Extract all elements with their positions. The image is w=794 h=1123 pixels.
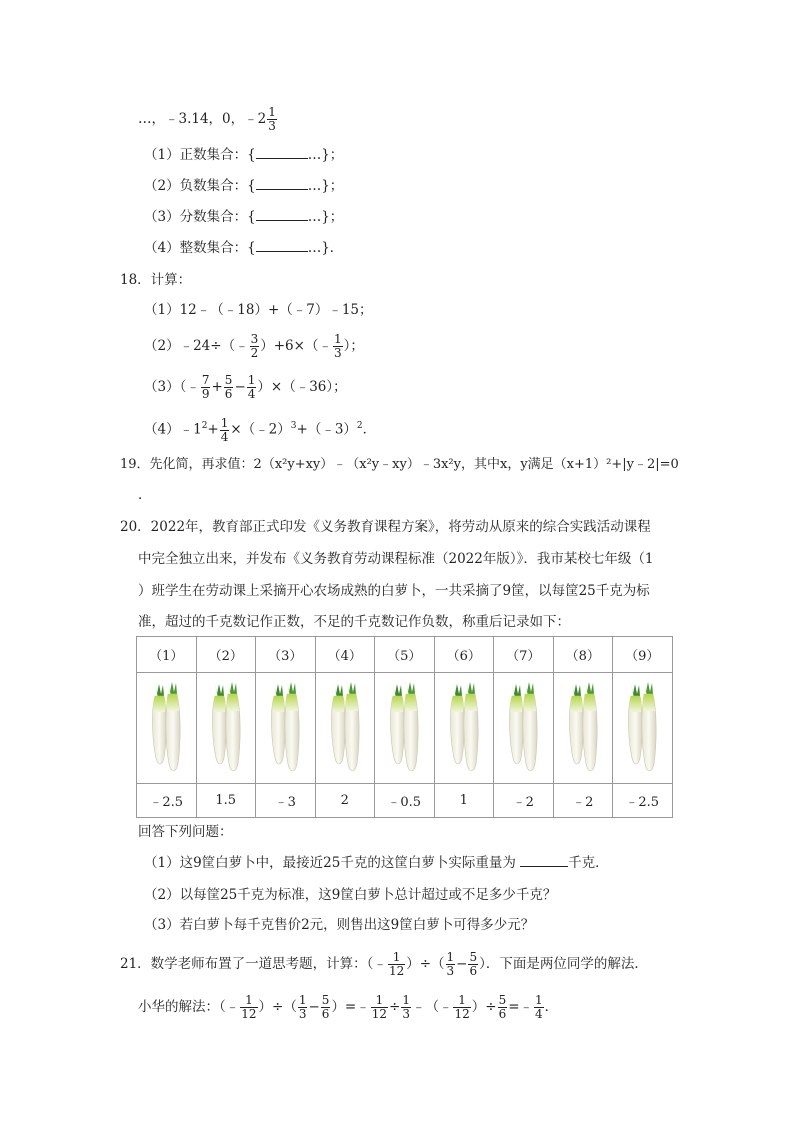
item-suffix: …}． <box>307 240 344 256</box>
frac-denominator: 4 <box>220 429 229 444</box>
q20-line3: ）班学生在劳动课上采摘开心农场成熟的白萝卜，一共采摘了9筐，以每筐25千克为标 <box>138 583 650 599</box>
expr-text: ． <box>544 999 559 1015</box>
fraction <box>201 374 211 401</box>
header-cell: （7） <box>494 637 554 673</box>
frac-denominator: 6 <box>224 387 233 401</box>
expr-text: ． <box>362 421 377 438</box>
expr-text: − <box>308 999 320 1015</box>
expr-text: ）÷（ <box>406 956 445 972</box>
radish-weight-table <box>136 636 673 818</box>
frac-denominator: 9 <box>201 387 210 401</box>
fraction <box>224 374 234 401</box>
frac-denominator: 3 <box>268 119 276 133</box>
fraction <box>371 994 388 1021</box>
header-cell: （9） <box>613 637 673 673</box>
frac-denominator: 2 <box>250 346 259 360</box>
table-picture-row <box>137 673 673 784</box>
frac-numerator: 7 <box>201 373 210 387</box>
expr-text: ）÷ <box>471 999 497 1015</box>
item-label: （1）正数集合：{ <box>144 147 256 163</box>
frac-denominator: 3 <box>298 1007 307 1021</box>
radish-image <box>444 680 484 776</box>
value-cell: ﹣2.5 <box>613 784 673 818</box>
expr-text: ÷ <box>389 999 401 1015</box>
expr-text: + <box>207 421 219 438</box>
frac-denominator: 6 <box>469 964 478 978</box>
header-cell: （5） <box>375 637 435 673</box>
q21-line2 <box>138 994 558 1021</box>
table-value-row <box>137 784 673 818</box>
exponent: 2 <box>356 421 363 431</box>
radish-image <box>622 680 662 776</box>
q17-item-integer <box>144 238 343 258</box>
answer-blank[interactable] <box>520 854 568 867</box>
expr-text: − <box>456 956 468 972</box>
frac-numerator: 1 <box>247 373 256 387</box>
frac-denominator: 12 <box>371 1007 388 1021</box>
value-cell: ﹣2 <box>553 784 613 818</box>
radish-cell <box>553 673 613 784</box>
q19-line2: ． <box>138 487 152 503</box>
fraction <box>534 994 544 1021</box>
q20-answer-intro: 回答下列问题： <box>138 824 233 840</box>
frac-numerator: 1 <box>535 993 543 1007</box>
expr-text: （4）﹣1 <box>144 421 202 438</box>
frac-denominator: 6 <box>498 1007 507 1021</box>
expr-text: ）=﹣ <box>331 999 370 1015</box>
answer-blank[interactable] <box>256 239 308 252</box>
value-cell: 2 <box>315 784 375 818</box>
header-cell: （3） <box>256 637 316 673</box>
fraction <box>333 333 343 360</box>
value-cell: ﹣2.5 <box>137 784 197 818</box>
fraction <box>468 951 478 978</box>
item-suffix: …}； <box>307 178 344 194</box>
question-text: 千克． <box>568 855 609 871</box>
frac-denominator: 6 <box>321 1007 330 1021</box>
value-cell: 1 <box>434 784 494 818</box>
frac-denominator: 3 <box>446 964 455 978</box>
frac-numerator: 1 <box>268 105 276 119</box>
header-cell: （1） <box>137 637 197 673</box>
q17-list-text: …，﹣3.14，0，﹣2 <box>138 111 267 127</box>
frac-denominator: 12 <box>388 964 405 978</box>
radish-image <box>384 680 424 776</box>
radish-cell <box>375 673 435 784</box>
exponent: 3 <box>290 421 297 431</box>
q20-sub3: （3）若白萝卜每千克售价2元，则售出这9筐白萝卜可得多少元？ <box>144 917 535 933</box>
table-header-row <box>137 637 673 673</box>
q21-line1 <box>120 951 648 978</box>
frac-numerator: 1 <box>446 950 455 964</box>
frac-numerator: 1 <box>333 332 342 346</box>
item-suffix: …}； <box>307 209 344 225</box>
header-cell: （6） <box>434 637 494 673</box>
frac-numerator: 1 <box>220 415 229 430</box>
radish-cell <box>434 673 494 784</box>
header-cell: （8） <box>553 637 613 673</box>
fraction <box>446 951 456 978</box>
fraction <box>220 417 230 444</box>
frac-numerator: 1 <box>298 993 307 1007</box>
expr-text: （2）﹣24÷（﹣ <box>144 338 249 354</box>
answer-blank[interactable] <box>256 208 308 221</box>
question-text: （1）这9筐白萝卜中，最接近25千克的这筐白萝卜实际重量为 <box>144 855 516 871</box>
expr-text: 21．数学老师布置了一道思考题，计算：（﹣ <box>120 956 387 972</box>
expr-text: ﹣（﹣ <box>411 999 453 1015</box>
answer-blank[interactable] <box>256 177 308 190</box>
expr-text: 小华的解法：（﹣ <box>138 999 240 1015</box>
frac-numerator: 1 <box>402 993 410 1007</box>
q17-fraction <box>267 106 277 133</box>
fraction <box>298 994 308 1021</box>
frac-numerator: 1 <box>388 951 405 965</box>
expr-text: +（﹣3） <box>296 421 357 438</box>
radish-image <box>325 680 365 776</box>
radish-image <box>206 680 246 776</box>
item-label: （4）整数集合：{ <box>144 240 256 256</box>
expr-text: ×（﹣2） <box>230 421 291 438</box>
frac-numerator: 3 <box>250 332 259 346</box>
frac-numerator: 1 <box>240 994 257 1008</box>
radish-image <box>146 680 186 776</box>
expr-text: ）+6×（﹣ <box>260 338 332 354</box>
expr-text: − <box>234 379 246 395</box>
exponent: 2 <box>201 421 208 431</box>
q20-line2: 中完全独立出来，并发布《义务教育劳动课程标准（2022年版）》．我市某校七年级（1 <box>138 551 654 567</box>
q17-number-list <box>138 106 278 133</box>
fraction <box>498 994 508 1021</box>
q20-sub2: （2）以每筐25千克为标准，这9筐白萝卜总计超过或不足多少千克？ <box>144 887 557 903</box>
fraction <box>247 374 257 401</box>
radish-image <box>503 680 543 776</box>
fraction <box>321 994 331 1021</box>
radish-cell <box>137 673 197 784</box>
expr-text: ）÷（ <box>258 999 297 1015</box>
radish-image <box>265 680 305 776</box>
fraction <box>250 333 260 360</box>
expr-text: （3）（﹣ <box>144 379 200 395</box>
frac-denominator: 4 <box>247 387 256 401</box>
q20-line4: 准，超过的千克数记作正数，不足的千克数记作负数，称重后记录如下： <box>138 614 570 630</box>
header-cell: （4） <box>315 637 375 673</box>
value-cell: ﹣0.5 <box>375 784 435 818</box>
frac-denominator: 3 <box>402 1007 410 1021</box>
frac-numerator: 5 <box>498 993 507 1007</box>
q20-sub1 <box>144 853 609 873</box>
header-cell: （2） <box>196 637 256 673</box>
item-label: （2）负数集合：{ <box>144 178 256 194</box>
expr-text: ）×（﹣36）； <box>257 379 347 395</box>
q20-line1: 20．2022年，教育部正式印发《义务教育课程方案》，将劳动从原来的综合实践活动课程 <box>120 519 651 535</box>
frac-numerator: 1 <box>453 994 470 1008</box>
q17-item-fraction <box>144 207 343 227</box>
radish-cell <box>256 673 316 784</box>
radish-cell <box>315 673 375 784</box>
radish-cell <box>196 673 256 784</box>
frac-denominator: 3 <box>333 346 342 360</box>
q18-sub3 <box>144 374 347 401</box>
q17-item-positive <box>144 145 343 165</box>
frac-numerator: 5 <box>321 993 330 1007</box>
fraction <box>401 994 411 1021</box>
frac-denominator: 4 <box>535 1007 543 1021</box>
q18-sub2 <box>144 333 364 360</box>
q18-title: 18．计算： <box>120 272 192 288</box>
frac-numerator: 5 <box>469 950 478 964</box>
fraction <box>453 994 470 1021</box>
expr-text: ）．下面是两位同学的解法． <box>479 956 648 972</box>
expr-text: + <box>211 379 223 395</box>
item-suffix: …}； <box>307 147 344 163</box>
frac-numerator: 1 <box>371 994 388 1008</box>
expr-text: ）； <box>343 338 364 354</box>
fraction <box>240 994 257 1021</box>
expr-text: =﹣ <box>508 999 534 1015</box>
value-cell: 1.5 <box>196 784 256 818</box>
fraction <box>388 951 405 978</box>
q19-line1: 19．先化简，再求值：2（x²y+xy）﹣（x²y﹣xy）﹣3x²y，其中x，y满足（x+1）²+|y﹣2|=0 <box>120 457 679 472</box>
frac-denominator: 12 <box>241 1007 257 1021</box>
value-cell: ﹣2 <box>494 784 554 818</box>
frac-numerator: 5 <box>224 373 233 387</box>
frac-denominator: 12 <box>454 1007 470 1021</box>
answer-blank[interactable] <box>256 146 308 159</box>
item-label: （3）分数集合：{ <box>144 209 256 225</box>
q18-sub4 <box>144 416 376 444</box>
value-cell: ﹣3 <box>256 784 316 818</box>
q18-sub1: （1）12﹣（﹣18）+（﹣7）﹣15； <box>144 302 373 318</box>
radish-cell <box>613 673 673 784</box>
q17-item-negative <box>144 176 343 196</box>
radish-image <box>563 680 603 776</box>
radish-cell <box>494 673 554 784</box>
